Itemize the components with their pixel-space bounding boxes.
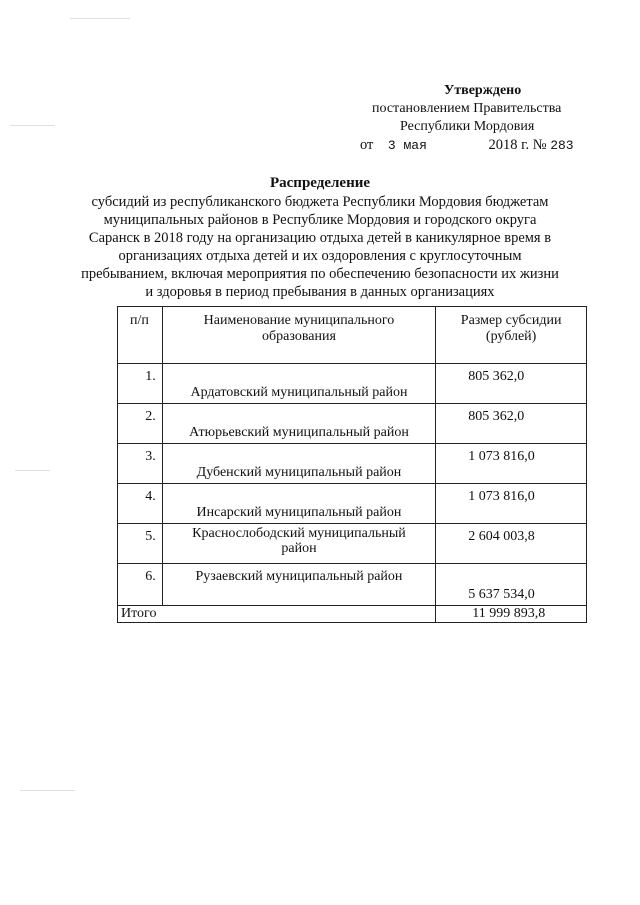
approval-year: 2018 г.	[488, 137, 530, 153]
header-sum-cell	[436, 307, 587, 364]
row-sum: 805 362,0	[436, 404, 587, 444]
row-num: 2.	[118, 404, 163, 444]
header-name-line2: образования	[262, 329, 336, 344]
table-row	[118, 524, 587, 564]
subsidy-table	[117, 306, 587, 623]
approval-number-sign: №	[532, 137, 547, 153]
row-name: Рузаевский муниципальный район	[162, 564, 436, 606]
table-row	[118, 404, 587, 444]
row-num: 5.	[118, 524, 163, 564]
approval-date-line	[360, 136, 574, 155]
header-num: п/п	[130, 313, 149, 328]
row-name	[162, 524, 436, 564]
row-name: Дубенский муниципальный район	[162, 444, 436, 484]
row-sum: 5 637 534,0	[436, 564, 587, 606]
document-title: Распределение	[269, 175, 371, 191]
header-sum-line1: Размер субсидии	[460, 313, 562, 328]
table-total-row	[118, 606, 587, 623]
table-row	[118, 444, 587, 484]
table-row	[118, 484, 587, 524]
approval-block	[340, 82, 600, 154]
header-name-line1: Наименование муниципального	[203, 313, 395, 328]
row-num: 6.	[118, 564, 163, 606]
row-sum: 1 073 816,0	[436, 484, 587, 524]
subtitle-line: пребыванием, включая мероприятия по обеспечению безопасности их жизни	[81, 266, 559, 282]
approval-date-prefix: от	[360, 137, 374, 153]
table-header-row	[118, 307, 587, 364]
header-name-cell	[162, 307, 436, 364]
approval-line-3: Республики Мордовия	[400, 119, 535, 134]
row-name: Ардатовский муниципальный район	[162, 364, 436, 404]
row-name-line1: Краснослободский муниципальный	[192, 526, 406, 541]
scan-noise	[10, 125, 55, 126]
approval-heading: Утверждено	[444, 83, 522, 98]
row-sum: 805 362,0	[436, 364, 587, 404]
row-num: 3.	[118, 444, 163, 484]
total-label: Итого	[118, 606, 436, 623]
table-row	[118, 564, 587, 606]
row-sum: 2 604 003,8	[436, 524, 587, 564]
row-sum: 1 073 816,0	[436, 444, 587, 484]
subtitle-line: организациях отдыха детей и их оздоровления с круглосуточным	[118, 248, 522, 264]
approval-number: 283	[550, 138, 574, 153]
header-num-cell	[118, 307, 163, 364]
total-sum: 11 999 893,8	[436, 606, 587, 623]
row-name-line2: район	[281, 541, 317, 556]
row-name: Атюрьевский муниципальный район	[162, 404, 436, 444]
table-row	[118, 364, 587, 404]
subtitle-line: субсидий из республиканского бюджета Республики Мордовия бюджетам	[91, 194, 549, 210]
scan-noise	[70, 18, 130, 19]
row-num: 1.	[118, 364, 163, 404]
row-num: 4.	[118, 484, 163, 524]
header-sum-line2: (рублей)	[485, 329, 537, 344]
document-subtitle	[60, 193, 580, 301]
subtitle-line: муниципальных районов в Республике Мордовия и городского округа	[103, 212, 537, 228]
scan-noise	[15, 470, 50, 471]
scan-noise	[20, 790, 75, 791]
subtitle-line: и здоровья в период пребывания в данных организациях	[145, 284, 495, 300]
row-name: Инсарский муниципальный район	[162, 484, 436, 524]
approval-day-month: 3 мая	[387, 138, 427, 153]
subtitle-line: Саранск в 2018 году на организацию отдыха детей в каникулярное время в	[88, 230, 552, 246]
approval-line-2: постановлением Правительства	[372, 101, 562, 116]
